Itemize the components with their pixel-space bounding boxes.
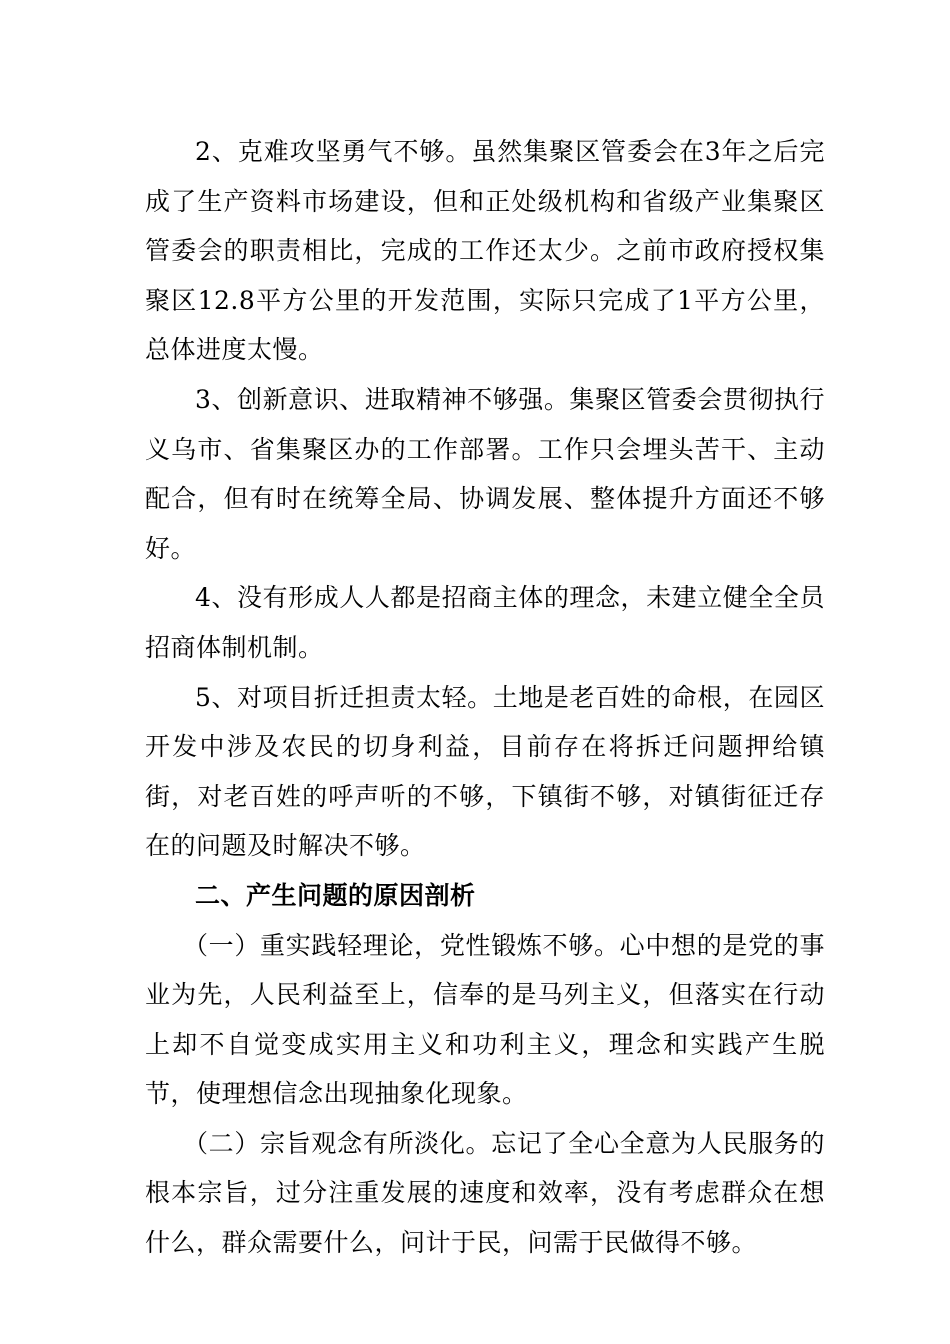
section-heading: 二、产生问题的原因剖析 bbox=[195, 880, 476, 910]
paragraph-item-3: 3、创新意识、进取精神不够强。集聚区管委会贯彻执行义乌市、省集聚区办的工作部署。工作只会埋头苦干、主动配合，但有时在统筹全局、协调发展、整体提升方面还不够好。 bbox=[145, 384, 825, 563]
paragraph-item-5: 5、对项目折迁担责太轻。土地是老百姓的命根，在园区开发中涉及农民的切身利益，目前存在将拆迁问题押给镇街，对老百姓的呼声听的不够，下镇街不够，对镇街征迁存在的问题及时解决不够。 bbox=[145, 682, 825, 861]
paragraph-item-4: 4、没有形成人人都是招商主体的理念，未建立健全全员招商体制机制。 bbox=[145, 583, 825, 662]
paragraph-cause-1: （一）重实践轻理论，党性锻炼不够。心中想的是党的事业为先，人民利益至上，信奉的是马列主义，但落实在行动上却不自觉变成实用主义和功利主义，理念和实践产生脱节，使理想信念出现抽象化现象。 bbox=[145, 930, 825, 1109]
document-body bbox=[145, 127, 825, 1268]
paragraph-item-2: 2、克难攻坚勇气不够。虽然集聚区管委会在3年之后完成了生产资料市场建设，但和正处级机构和省级产业集聚区管委会的职责相比，完成的工作还太少。之前市政府授权集聚区12.8平方公里的开发范围，实际只完成了1平方公里，总体进度太慢。 bbox=[145, 137, 825, 365]
paragraph-cause-2: （二）宗旨观念有所淡化。忘记了全心全意为人民服务的根本宗旨，过分注重发展的速度和效率，没有考虑群众在想什么，群众需要什么，问计于民，问需于民做得不够。 bbox=[145, 1128, 825, 1258]
